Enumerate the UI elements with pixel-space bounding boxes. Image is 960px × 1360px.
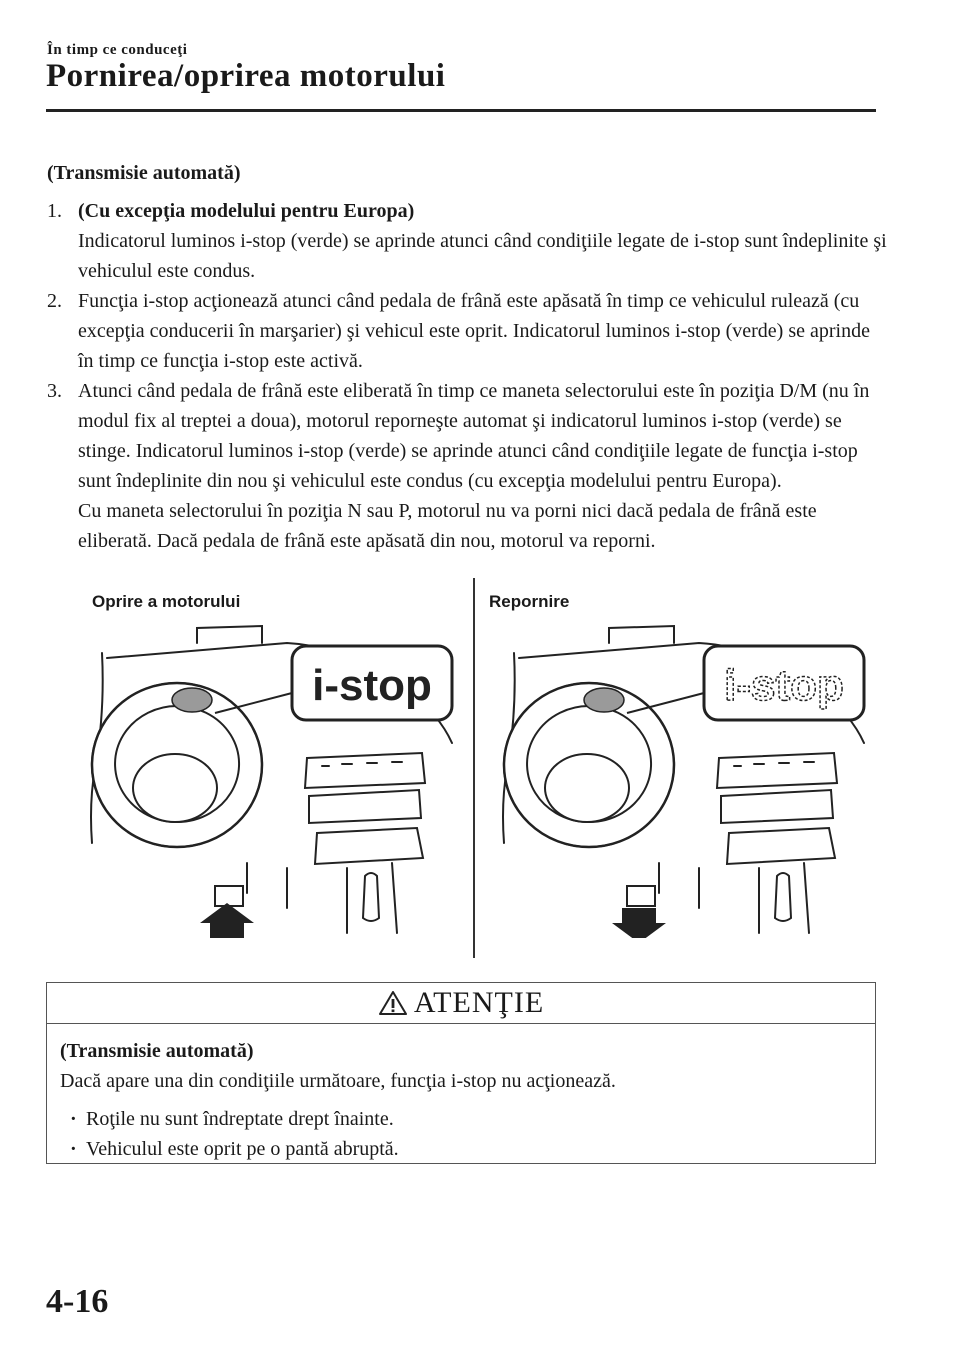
section-subhead: (Transmisie automată) xyxy=(47,162,241,184)
step-item xyxy=(47,196,887,286)
step-item xyxy=(47,376,887,556)
steering-wheel-hub xyxy=(545,754,629,822)
figure-label-left: Oprire a motorului xyxy=(92,592,241,611)
istop-indicator-off-text: i-stop xyxy=(724,661,844,710)
dashboard-illustration-restart xyxy=(479,618,877,938)
brake-pedal xyxy=(627,886,655,906)
caution-subhead: (Transmisie automată) xyxy=(60,1040,254,1062)
step-text: Atunci când pedala de frână este eliberată în timp ce maneta selectorului este în poziţia D/M (nu în modul fix al treptei a doua), motorul reporneşte automat şi indicatorul luminos i-stop (verde) se stinge. Indicatorul luminos i-stop (verde) se aprinde atunci când condiţiile legate de funcţia i-stop sunt îndeplinite din nou şi vehiculul este condus (cu excepţia modelului pentru Europa). xyxy=(78,380,870,492)
caution-intro: Dacă apare una din condiţiile următoare, funcţia i-stop nu acţionează. xyxy=(60,1070,616,1092)
steering-wheel-hub xyxy=(133,754,217,822)
press-arrow-icon xyxy=(200,903,254,938)
meter-cluster xyxy=(584,688,624,712)
caution-heading: ATENŢIE xyxy=(413,986,545,1019)
step-list xyxy=(47,196,887,556)
meter-cluster xyxy=(172,688,212,712)
warning-icon xyxy=(378,990,408,1016)
istop-indicator-text: i-stop xyxy=(312,661,432,710)
body-text xyxy=(47,158,887,556)
page-number: 4-16 xyxy=(46,1283,109,1320)
step-number: 2. xyxy=(47,290,62,312)
title-rule xyxy=(46,109,876,112)
caution-body xyxy=(47,1024,875,1176)
step-item xyxy=(47,286,887,376)
istop-indicator xyxy=(292,646,452,720)
page-title: Pornirea/oprirea motorului xyxy=(46,58,446,94)
release-arrow-icon xyxy=(612,908,666,938)
step-bold: (Cu excepţia modelului pentru Europa) xyxy=(78,200,415,222)
section-label: În timp ce conduceţi xyxy=(47,42,188,58)
istop-indicator-off xyxy=(704,646,864,720)
step-text: Funcţia i-stop acţionează atunci când pedala de frână este apăsată în timp ce vehiculul rulează (cu excepţia conducerii în marşarier) şi vehicul este oprit. Indicatorul luminos i-stop (verde) se aprinde în timp ce funcţia i-stop este activă. xyxy=(78,290,870,372)
step-number: 1. xyxy=(47,200,62,222)
caution-bullet-list xyxy=(60,1104,862,1164)
illustration xyxy=(47,578,877,960)
step-text-continued: Cu maneta selectorului în poziţia N sau P, motorul nu va porni nici dacă pedala de frână este eliberată. Dacă pedala de frână este apăsată din nou, motorul va reporni. xyxy=(78,500,817,552)
dashboard-illustration-stop xyxy=(47,618,467,938)
figure-divider xyxy=(473,578,475,958)
caution-bullet: · Vehiculul este oprit pe o pantă abruptă. xyxy=(60,1134,862,1164)
caution-bullet: · Roţile nu sunt îndreptate drept înainte. xyxy=(60,1104,862,1134)
caution-box xyxy=(46,982,876,1164)
step-number: 3. xyxy=(47,380,62,402)
step-text: Indicatorul luminos i-stop (verde) se aprinde atunci când condiţiile legate de i-stop sunt îndeplinite şi vehiculul este condus. xyxy=(78,230,887,282)
brake-pedal xyxy=(215,886,243,906)
caution-header xyxy=(47,983,875,1024)
figure-label-right: Repornire xyxy=(489,592,570,611)
